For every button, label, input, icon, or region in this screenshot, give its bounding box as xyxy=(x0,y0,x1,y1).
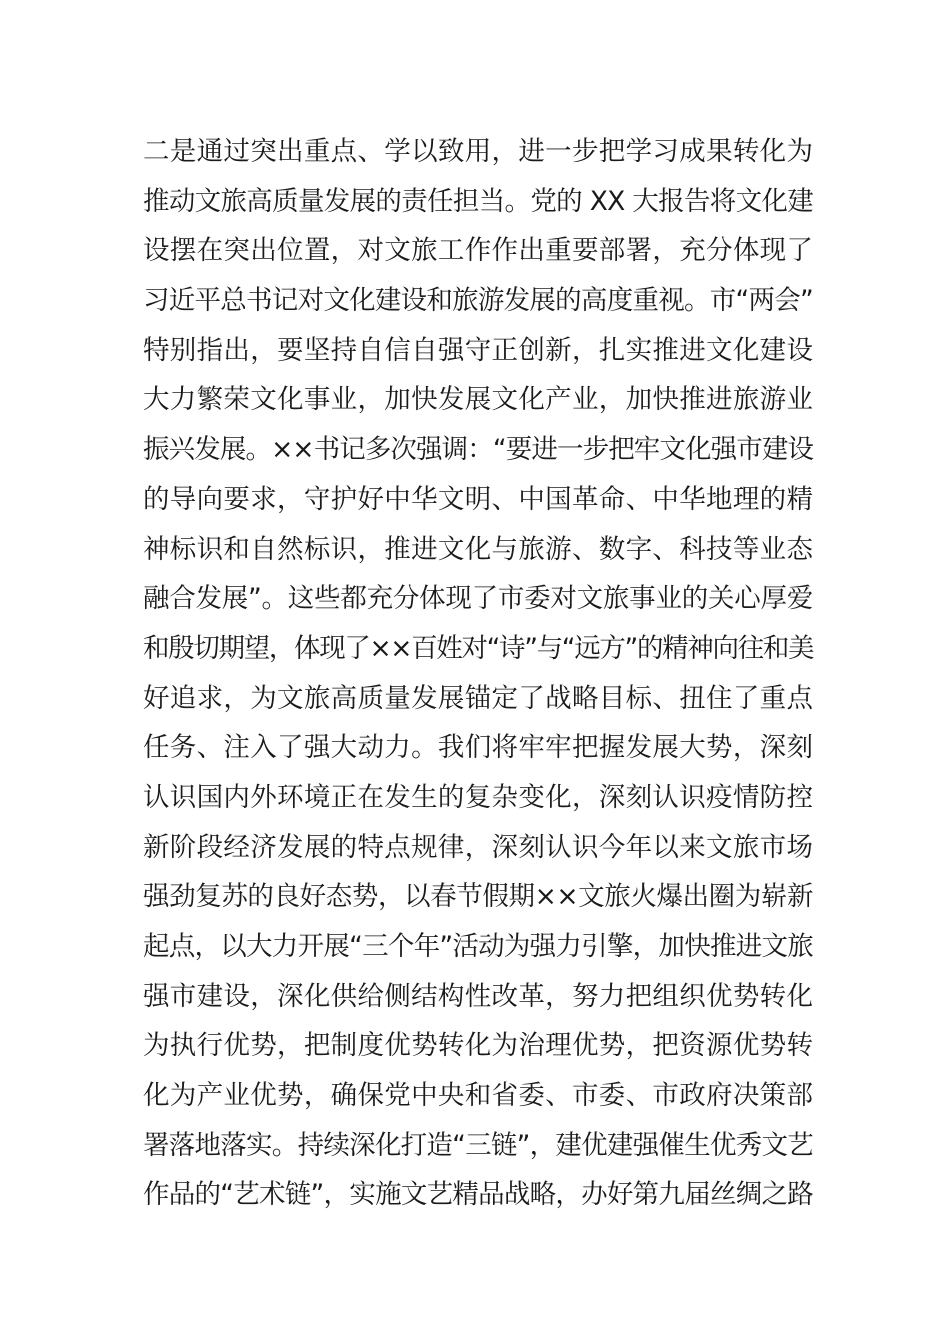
text-line: 起点，以大力开展“三个年”活动为强力引擎，加快推进文旅 xyxy=(143,931,813,962)
text-line: 化为产业优势，确保党中央和省委、市委、市政府决策部 xyxy=(143,1080,813,1112)
text-line: 的导向要求，守护好中华文明、中国革命、中华地理的精 xyxy=(143,483,813,515)
text-line: 强市建设，深化供给侧结构性改革，努力把组织优势转化 xyxy=(143,980,813,1012)
text-line: 特别指出，要坚持自信自强守正创新，扎实推进文化建设 xyxy=(143,334,813,366)
text-line: 设摆在突出位置，对文旅工作作出重要部署，充分体现了 xyxy=(143,235,813,267)
text-line: 强劲复苏的良好态势，以春节假期××文旅火爆出圈为崭新 xyxy=(143,881,813,913)
text-line: 署落地落实。持续深化打造“三链”，建优建强催生优秀文艺 xyxy=(143,1129,813,1161)
text-line: 振兴发展。××书记多次强调：“要进一步把牢文化强市建设 xyxy=(143,434,813,466)
text-line: 任务、注入了强大动力。我们将牢牢把握发展大势，深刻 xyxy=(143,732,813,764)
text-line: 和殷切期望，体现了××百姓对“诗”与“远方”的精神向往和美 xyxy=(143,632,813,664)
body-paragraph xyxy=(143,127,813,1220)
text-line: 习近平总书记对文化建设和旅游发展的高度重视。市“两会” xyxy=(143,285,813,317)
text-line: 推动文旅高质量发展的责任担当。党的 XX 大报告将文化建 xyxy=(143,185,813,217)
text-line: 认识国内外环境正在发生的复杂变化，深刻认识疫情防控 xyxy=(143,781,813,813)
text-line: 好追求，为文旅高质量发展锚定了战略目标、扭住了重点 xyxy=(143,682,813,714)
text-line: 为执行优势，把制度优势转化为治理优势，把资源优势转 xyxy=(143,1030,813,1062)
text-line: 新阶段经济发展的特点规律，深刻认识今年以来文旅市场 xyxy=(143,831,813,863)
text-line: 二是通过突出重点、学以致用，进一步把学习成果转化为 xyxy=(143,136,813,167)
text-line: 大力繁荣文化事业，加快发展文化产业，加快推进旅游业 xyxy=(143,384,813,416)
text-line: 作品的“艺术链”，实施文艺精品战略，办好第九届丝绸之路 xyxy=(143,1179,813,1211)
text-line: 神标识和自然标识，推进文化与旅游、数字、科技等业态 xyxy=(143,533,813,565)
text-line: 融合发展”。这些都充分体现了市委对文旅事业的关心厚爱 xyxy=(143,583,813,615)
